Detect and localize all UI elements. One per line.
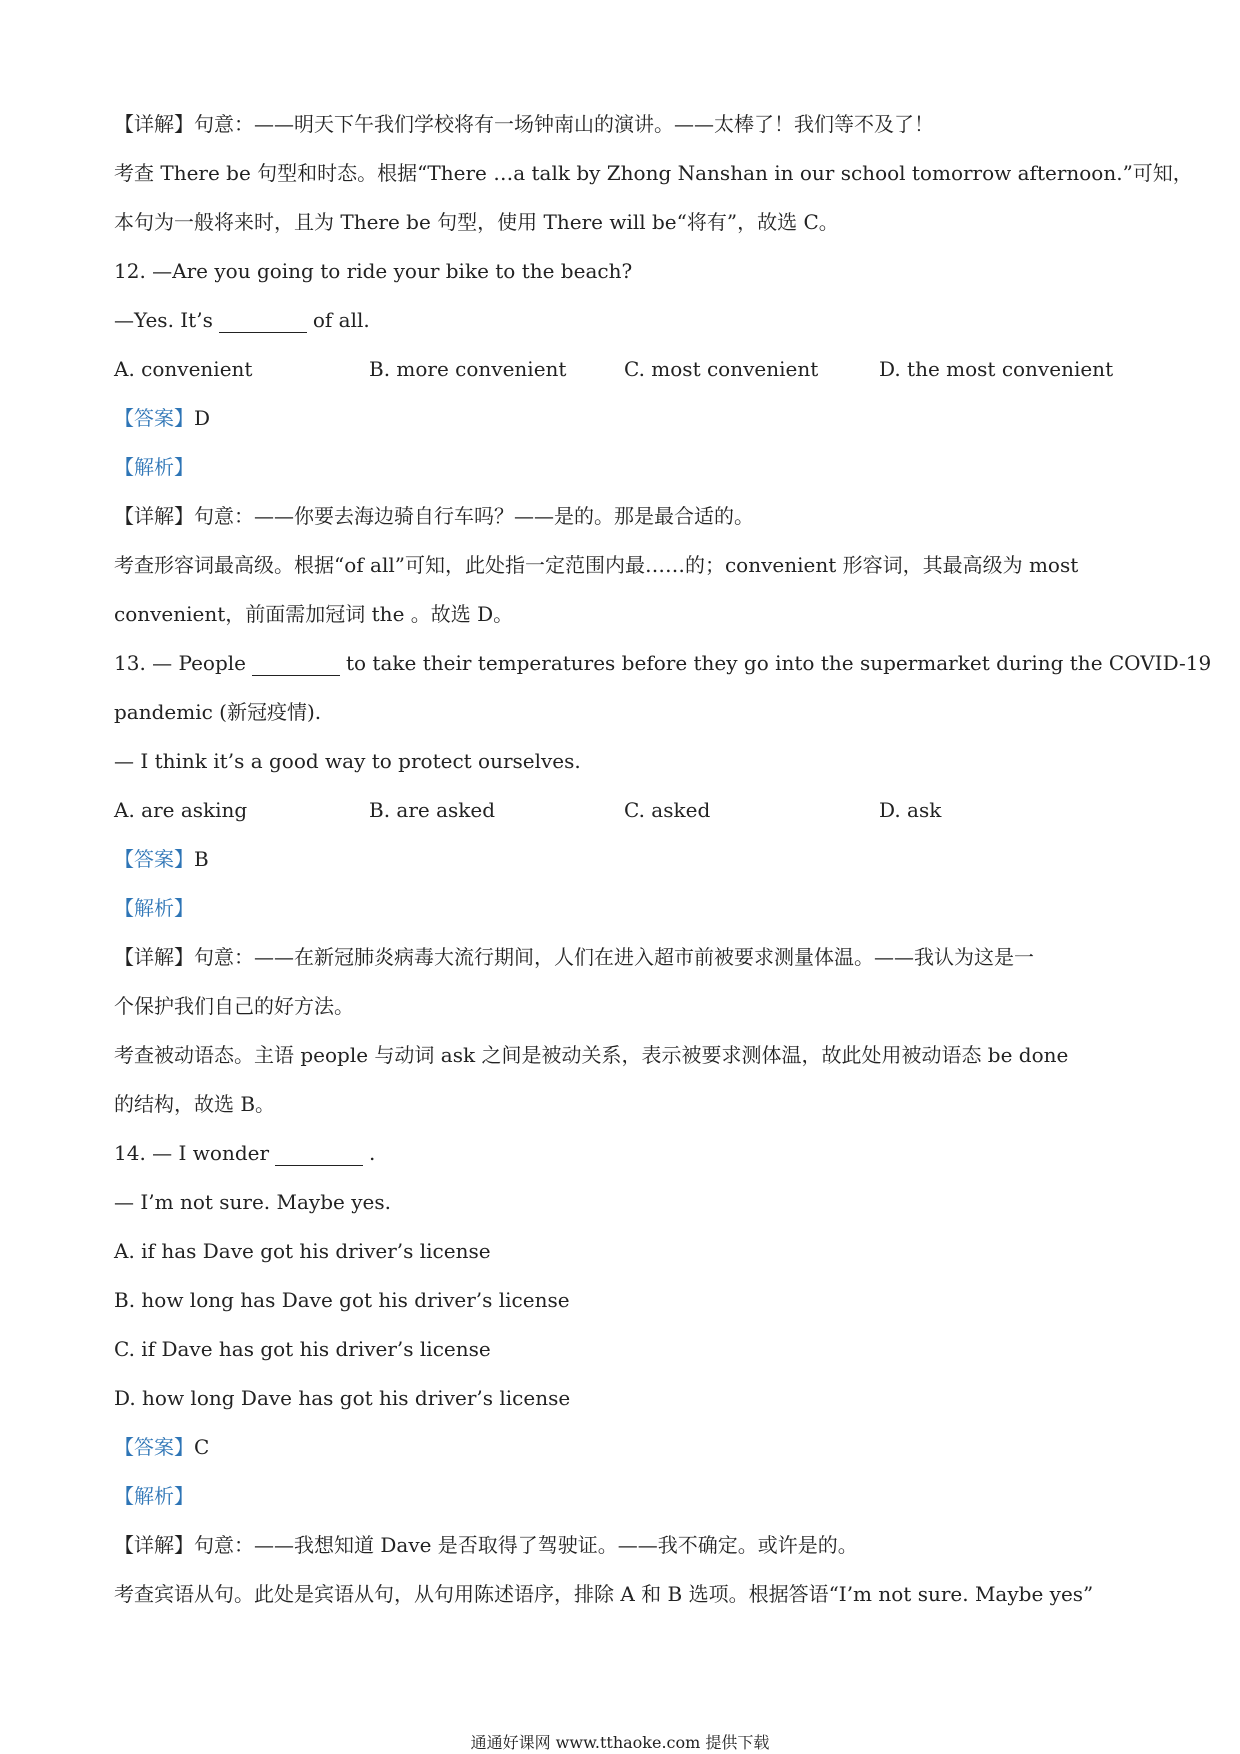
- option-b: B. are asked: [369, 798, 496, 822]
- q13-explanation: [114, 933, 1134, 982]
- q13-stem-post: to take their temperatures before they go into the supermarket during the COVID-19: [346, 651, 1212, 675]
- q14-reply: — I’m not sure. Maybe yes.: [114, 1190, 391, 1214]
- page-footer: 通通好课网 www.tthaoke.com 提供下载: [470, 1733, 770, 1752]
- q12-analysis-1: 考查形容词最高级。根据“of all”可知，此处指一定范围内最……的；convenient 形容词，其最高级为 most: [114, 553, 1079, 577]
- q14-stem-post: .: [369, 1141, 376, 1165]
- answer-blank: [219, 310, 307, 333]
- answer-blank: [252, 653, 340, 676]
- q14-stem: [114, 1129, 1134, 1178]
- q12-options: [114, 345, 1134, 394]
- q13-stem: [114, 639, 1212, 688]
- answer-value: C: [194, 1435, 210, 1459]
- q12-answer: [114, 394, 1134, 443]
- detail-label: 【详解】: [114, 1533, 194, 1557]
- answer-blank: [275, 1143, 363, 1166]
- option-b: B. how long has Dave got his driver’s license: [114, 1288, 570, 1312]
- option-c: C. if Dave has got his driver’s license: [114, 1337, 491, 1361]
- option-b: B. more convenient: [369, 357, 567, 381]
- answer-label: 【答案】: [114, 406, 194, 430]
- q12-stem: 12. —Are you going to ride your bike to the beach?: [114, 259, 633, 283]
- q12-reply-post: of all.: [312, 308, 370, 332]
- q12-reply-pre: —Yes. It’s: [114, 308, 213, 332]
- q13-translation: 句意：——在新冠肺炎病毒大流行期间，人们在进入超市前被要求测量体温。——我认为这是一: [194, 945, 1034, 969]
- q13-stem-2: pandemic (新冠疫情).: [114, 700, 322, 724]
- q12-analysis-2: convenient，前面需加冠词 the 。故选 D。: [114, 602, 514, 626]
- answer-label: 【答案】: [114, 1435, 194, 1459]
- option-c: C. most convenient: [624, 357, 819, 381]
- q14-stem-pre: 14. — I wonder: [114, 1141, 270, 1165]
- option-d: D. the most convenient: [879, 357, 1114, 381]
- q13-analysis-1: 考查被动语态。主语 people 与动词 ask 之间是被动关系，表示被要求测体温，故此处用被动语态 be done: [114, 1043, 1069, 1067]
- page-content: [114, 100, 1212, 1619]
- detail-label: 【详解】: [114, 112, 194, 136]
- q13-answer: [114, 835, 1134, 884]
- answer-value: D: [194, 406, 211, 430]
- q11-explanation: [114, 100, 1134, 149]
- q11-translation: 句意：——明天下午我们学校将有一场钟南山的演讲。——太棒了！我们等不及了！: [194, 112, 934, 136]
- detail-label: 【详解】: [114, 504, 194, 528]
- option-a: A. if has Dave got his driver’s license: [114, 1239, 491, 1263]
- option-d: D. how long Dave has got his driver’s license: [114, 1386, 571, 1410]
- q12-reply: [114, 296, 1134, 345]
- q12-explanation: [114, 492, 1134, 541]
- q14-explanation: [114, 1521, 1134, 1570]
- q14-translation: 句意：——我想知道 Dave 是否取得了驾驶证。——我不确定。或许是的。: [194, 1533, 858, 1557]
- q13-translation-2: 个保护我们自己的好方法。: [114, 994, 354, 1018]
- analysis-label: 【解析】: [114, 455, 194, 479]
- analysis-label: 【解析】: [114, 896, 194, 920]
- detail-label: 【详解】: [114, 945, 194, 969]
- q12-translation: 句意：——你要去海边骑自行车吗？——是的。那是最合适的。: [194, 504, 754, 528]
- q13-stem-pre: 13. — People: [114, 651, 246, 675]
- analysis-label: 【解析】: [114, 1484, 194, 1508]
- q11-analysis-1: 考查 There be 句型和时态。根据“There …a talk by Zhong Nanshan in our school tomorrow afternoon.”可知，: [114, 161, 1193, 185]
- q13-analysis-2: 的结构，故选 B。: [114, 1092, 276, 1116]
- q13-options: [114, 786, 1134, 835]
- q11-analysis-2: 本句为一般将来时，且为 There be 句型，使用 There will be“将有”，故选 C。: [114, 210, 839, 234]
- q14-answer: [114, 1423, 1134, 1472]
- answer-label: 【答案】: [114, 847, 194, 871]
- option-a: A. convenient: [114, 357, 253, 381]
- q13-reply: — I think it’s a good way to protect ourselves.: [114, 749, 581, 773]
- q14-analysis-1: 考查宾语从句。此处是宾语从句，从句用陈述语序，排除 A 和 B 选项。根据答语“I’m not sure. Maybe yes”: [114, 1582, 1094, 1606]
- option-c: C. asked: [624, 798, 711, 822]
- answer-value: B: [194, 847, 209, 871]
- option-d: D. ask: [879, 798, 942, 822]
- option-a: A. are asking: [114, 798, 248, 822]
